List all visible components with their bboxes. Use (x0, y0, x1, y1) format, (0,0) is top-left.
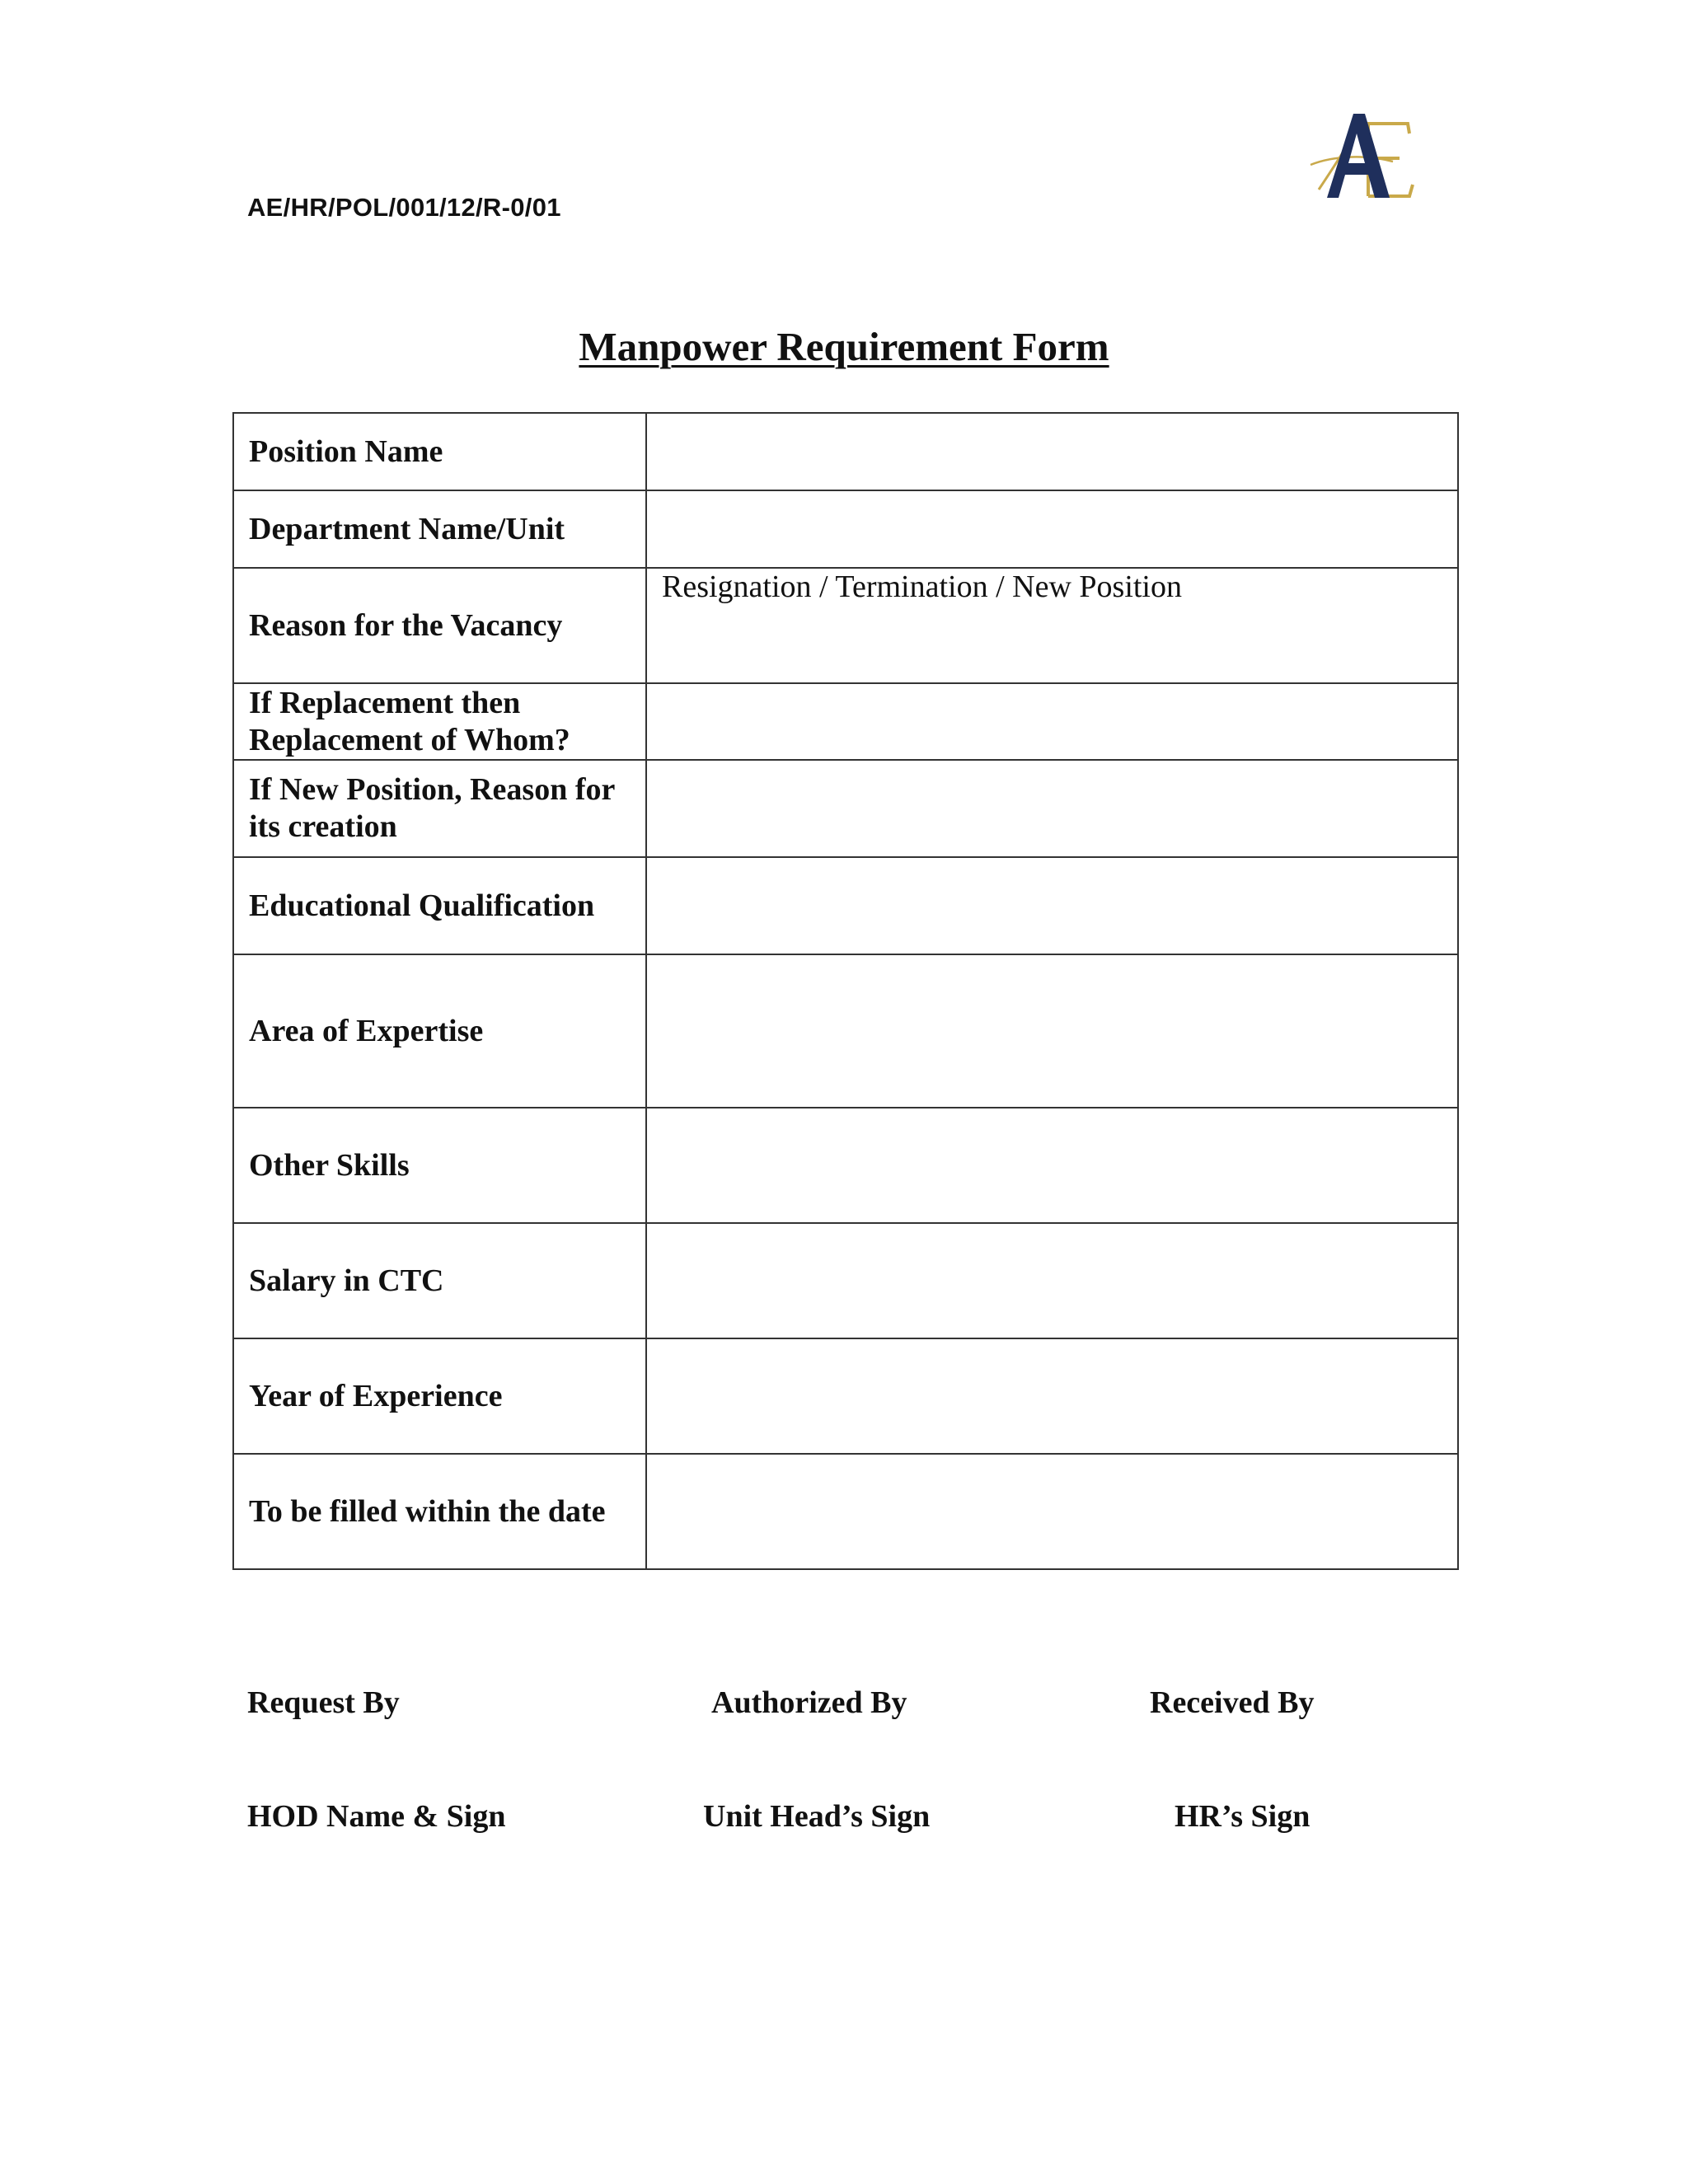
salary-field[interactable] (646, 1223, 1458, 1338)
department-field[interactable] (646, 490, 1458, 568)
hr-sign-label: HR’s Sign (1175, 1799, 1311, 1834)
received-by-label: Received By (1150, 1685, 1315, 1720)
unit-head-sign-label: Unit Head’s Sign (703, 1799, 931, 1834)
field-label: Reason for the Vacancy (233, 568, 646, 683)
table-row (233, 857, 1458, 954)
form-title: Manpower Requirement Form (579, 324, 1109, 369)
table-row (233, 760, 1458, 857)
field-label: Other Skills (233, 1108, 646, 1223)
experience-field[interactable] (646, 1338, 1458, 1454)
other-skills-field[interactable] (646, 1108, 1458, 1223)
requirement-table (232, 412, 1459, 1570)
replacement-field[interactable] (646, 683, 1458, 760)
document-code: AE/HR/POL/001/12/R-0/01 (247, 193, 561, 222)
table-row (233, 1223, 1458, 1338)
table-row (233, 490, 1458, 568)
table-row (233, 413, 1458, 490)
qualification-field[interactable] (646, 857, 1458, 954)
authorized-by-label: Authorized By (711, 1685, 907, 1720)
field-label: To be filled within the date (233, 1454, 646, 1569)
new-position-reason-field[interactable] (646, 760, 1458, 857)
table-row (233, 1454, 1458, 1569)
fill-date-field[interactable] (646, 1454, 1458, 1569)
table-row (233, 568, 1458, 683)
field-label: Department Name/Unit (233, 490, 646, 568)
field-label: Area of Expertise (233, 954, 646, 1108)
field-label: If Replacement then Replacement of Whom? (233, 683, 646, 760)
field-label: Year of Experience (233, 1338, 646, 1454)
table-row (233, 1338, 1458, 1454)
hod-sign-label: HOD Name & Sign (247, 1799, 506, 1834)
field-label: Educational Qualification (233, 857, 646, 954)
vacancy-reason-field[interactable]: Resignation / Termination / New Position (646, 568, 1458, 683)
table-row (233, 1108, 1458, 1223)
field-label: If New Position, Reason for its creation (233, 760, 646, 857)
request-by-label: Request By (247, 1685, 400, 1720)
table-row (233, 954, 1458, 1108)
position-name-field[interactable] (646, 413, 1458, 490)
company-logo (1302, 107, 1426, 206)
field-label: Salary in CTC (233, 1223, 646, 1338)
field-label: Position Name (233, 413, 646, 490)
table-row (233, 683, 1458, 760)
expertise-field[interactable] (646, 954, 1458, 1108)
